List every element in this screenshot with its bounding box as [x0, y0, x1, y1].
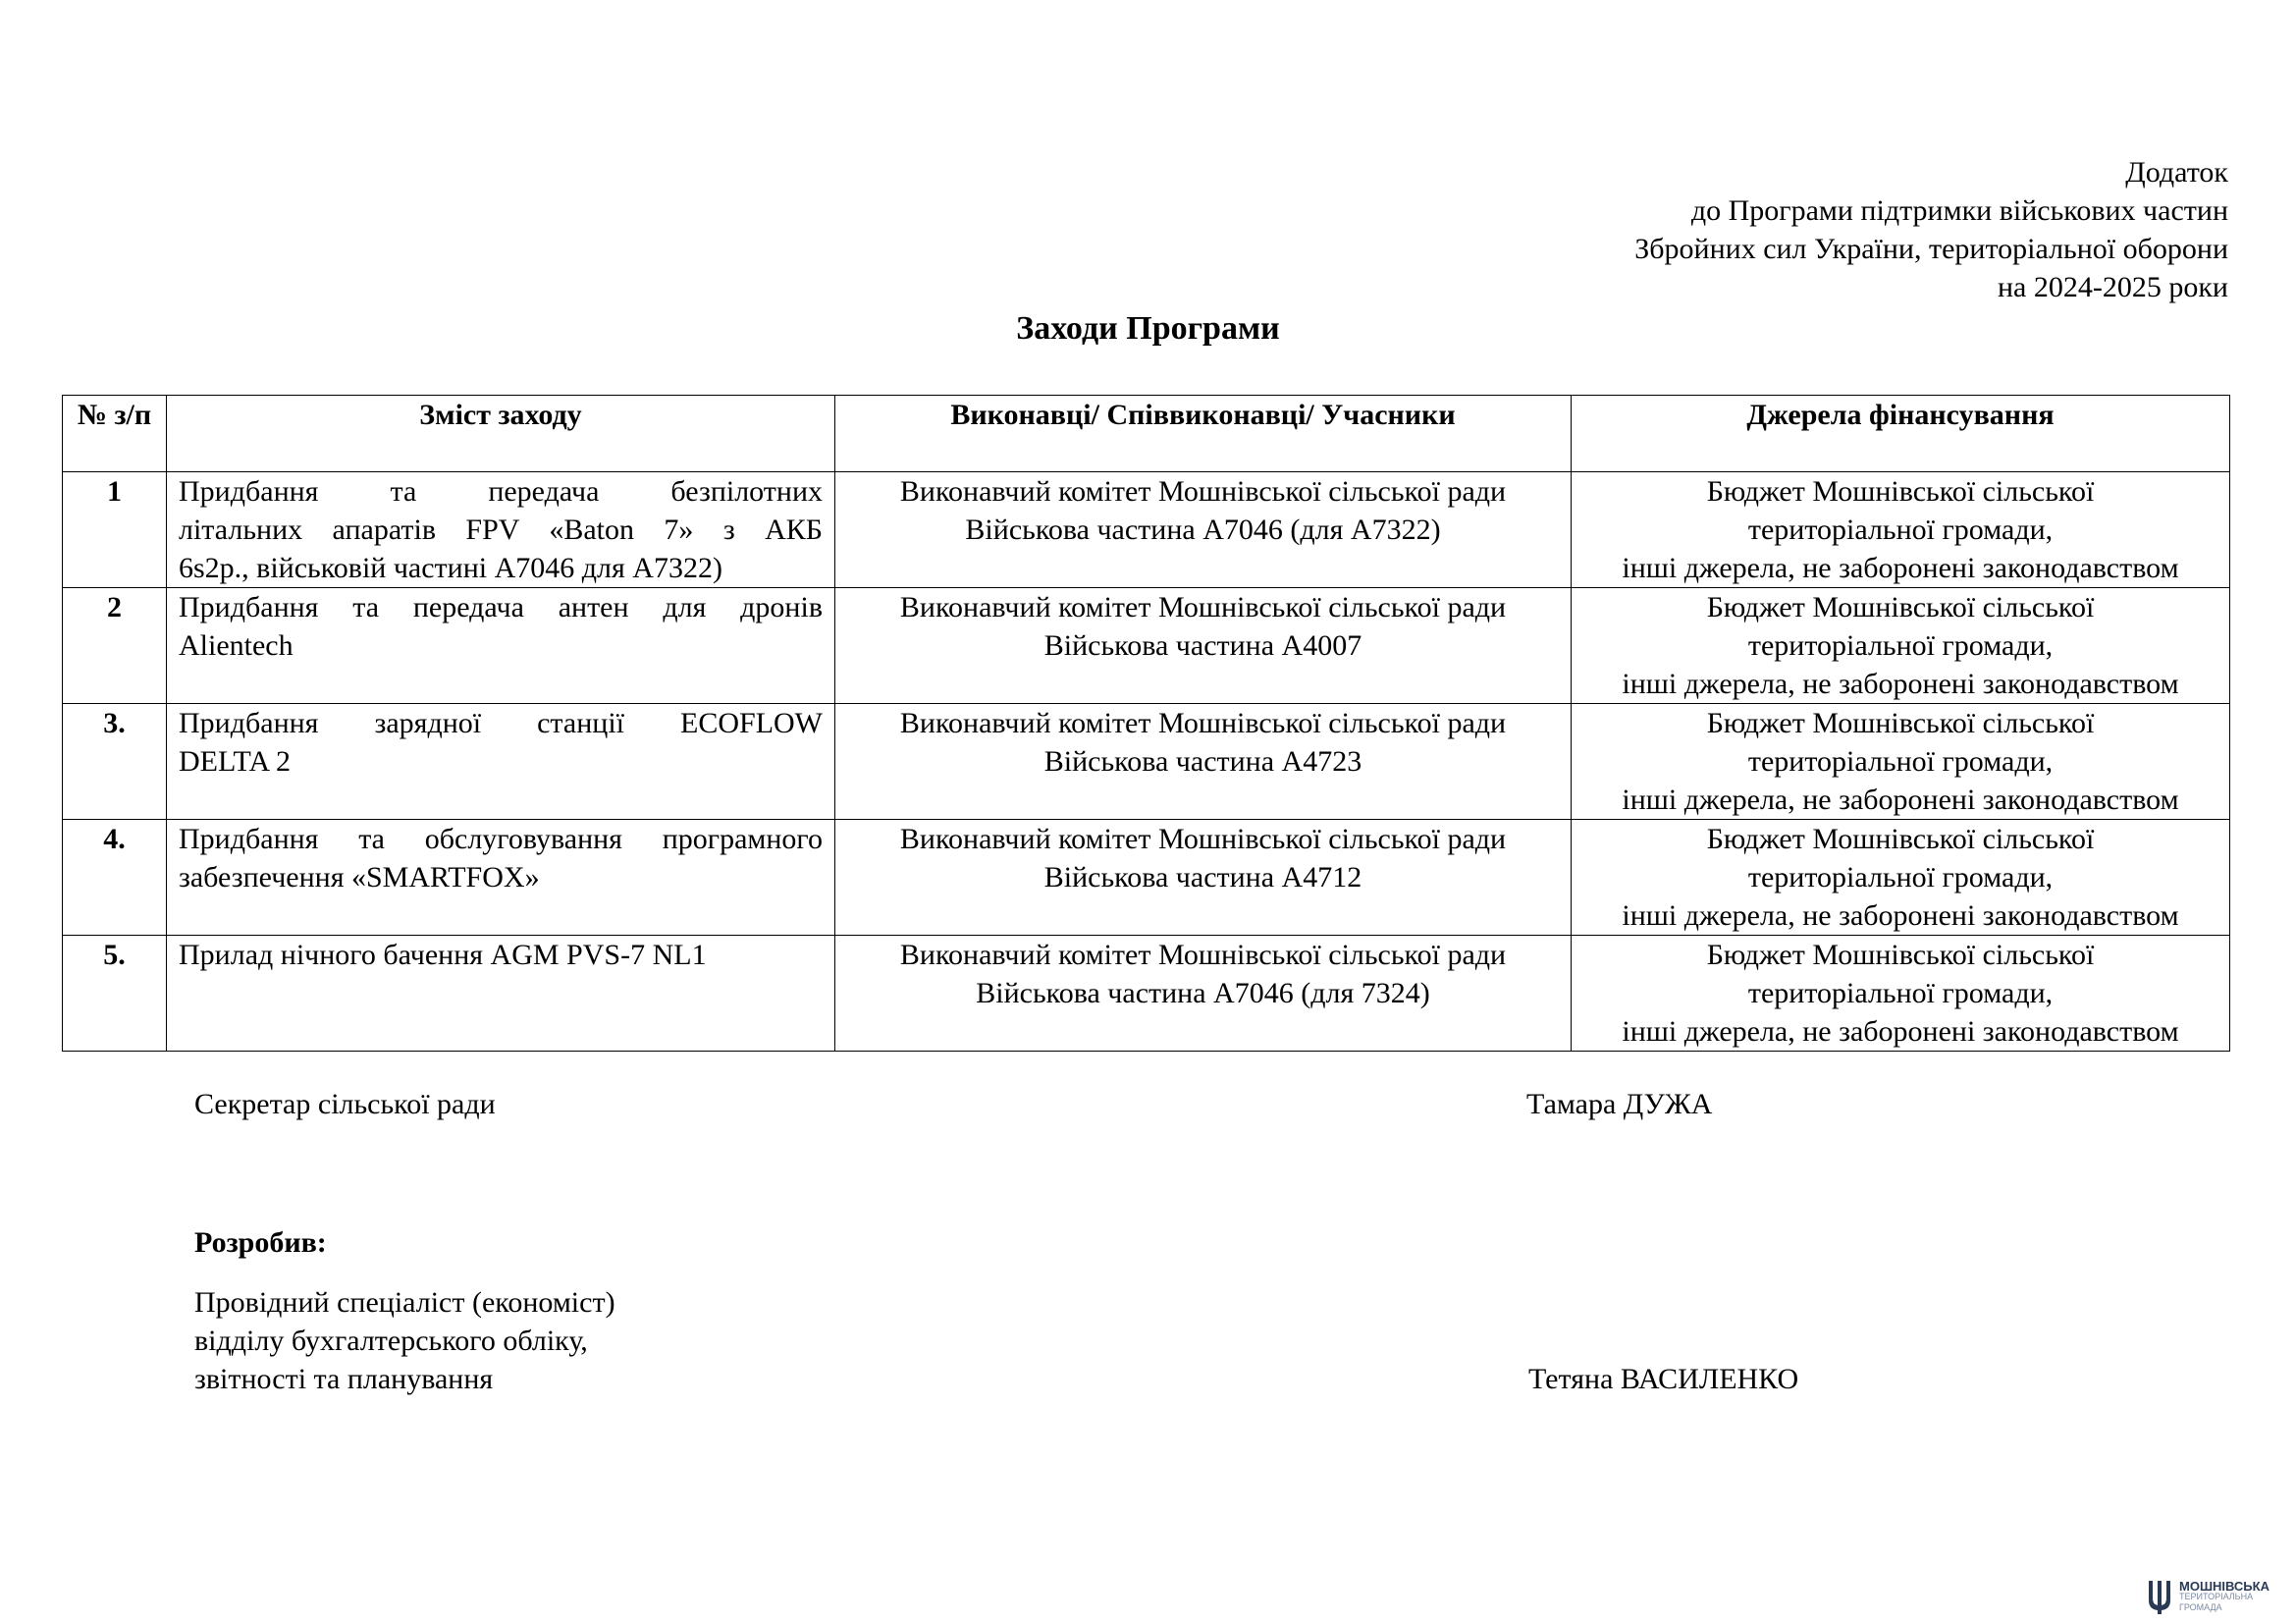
table-row	[63, 820, 2230, 936]
row-funding	[1572, 472, 2230, 588]
secretary-title: Секретар сільської ради	[194, 1088, 496, 1120]
row-number: 2	[63, 588, 167, 704]
logo-sub2: ГРОМАДА	[2179, 1601, 2222, 1612]
developer-title-line: звітності та планування	[194, 1363, 494, 1395]
secretary-name: Тамара ДУЖА	[1526, 1088, 1713, 1120]
developer-name: Тетяна ВАСИЛЕНКО	[1528, 1363, 1799, 1395]
table-row	[63, 936, 2230, 1052]
row-funding-line: Бюджет Мошнівської сільської	[1706, 591, 2095, 623]
row-content-line: забезпечення «SMARTFOX»	[179, 861, 540, 893]
row-funding	[1572, 704, 2230, 820]
row-number: 5.	[63, 936, 167, 1052]
row-funding-line: Бюджет Мошнівської сільської	[1706, 939, 2095, 971]
row-content-line: Придбання та передача безпілотних	[179, 475, 823, 508]
row-funding-line: інші джерела, не заборонені законодавством	[1622, 899, 2179, 932]
row-executor-line: Військова частина А7046 (для А7322)	[965, 514, 1441, 546]
row-number: 4.	[63, 820, 167, 936]
annex-line: Збройних сил України, територіальної оборони	[1634, 233, 2228, 265]
row-funding-line: територіальної громади,	[1747, 629, 2054, 662]
row-executors	[835, 472, 1572, 588]
row-content	[167, 472, 835, 588]
row-executor-line: Виконавчий комітет Мошнівської сільської ради	[899, 591, 1507, 623]
row-content	[167, 588, 835, 704]
header-num	[63, 396, 167, 472]
row-content-line: Придбання та передача антен для дронів	[179, 591, 823, 623]
row-content	[167, 704, 835, 820]
community-logo	[2146, 1577, 2269, 1616]
row-content-line: Alientech	[179, 629, 294, 662]
row-funding-line: інші джерела, не заборонені законодавством	[1622, 784, 2179, 816]
header-num-label: № з/п	[77, 399, 152, 431]
row-funding-line: інші джерела, не заборонені законодавством	[1622, 1015, 2179, 1048]
row-funding	[1572, 820, 2230, 936]
row-funding-line: інші джерела, не заборонені законодавством	[1622, 668, 2179, 700]
row-executors	[835, 588, 1572, 704]
row-funding-line: Бюджет Мошнівської сільської	[1706, 823, 2095, 855]
developer-title-line: Провідний спеціаліст (економіст)	[194, 1286, 615, 1319]
row-executor-line: Військова частина А4712	[1043, 861, 1362, 893]
row-content-line: Придбання та обслуговування програмного	[179, 823, 823, 855]
row-funding-line: Бюджет Мошнівської сільської	[1706, 475, 2095, 508]
row-funding-line: інші джерела, не заборонені законодавством	[1622, 552, 2179, 584]
row-executor-line: Військова частина А7046 (для 7324)	[976, 977, 1430, 1009]
row-executors	[835, 704, 1572, 820]
logo-sub1: ТЕРИТОРІАЛЬНА	[2179, 1591, 2254, 1601]
row-executor-line: Виконавчий комітет Мошнівської сільської ради	[899, 823, 1507, 855]
row-number: 1	[63, 472, 167, 588]
row-executor-line: Виконавчий комітет Мошнівської сільської ради	[899, 475, 1507, 508]
annex-line: до Програми підтримки військових частин	[1690, 194, 2228, 227]
row-content	[167, 936, 835, 1052]
row-content-line: 6s2р., військовій частині А7046 для А7322)	[179, 552, 722, 584]
row-executor-line: Виконавчий комітет Мошнівської сільської ради	[899, 939, 1507, 971]
table-header-row	[63, 396, 2230, 472]
row-content-line: літальних апаратів FPV «Baton 7» з АКБ	[179, 514, 823, 546]
row-executors	[835, 820, 1572, 936]
annex-line: Додаток	[2125, 156, 2228, 189]
row-funding-line: Бюджет Мошнівської сільської	[1706, 707, 2095, 739]
header-content: Зміст заходу	[167, 396, 835, 472]
row-funding	[1572, 936, 2230, 1052]
row-content-line: Придбання зарядної станції ECOFLOW	[179, 707, 823, 739]
row-executor-line: Військова частина А4723	[1043, 745, 1362, 778]
table-row	[63, 704, 2230, 820]
table-row	[63, 472, 2230, 588]
row-executor-line: Військова частина А4007	[1043, 629, 1362, 662]
developer-title	[194, 1283, 615, 1398]
row-funding-line: територіальної громади,	[1747, 514, 2054, 546]
developed-label: Розробив:	[194, 1226, 327, 1259]
row-content-line: DELTA 2	[179, 745, 291, 778]
measures-table	[62, 395, 2230, 1052]
row-funding-line: територіальної громади,	[1747, 861, 2054, 893]
logo-name: МОШНІВСЬКА	[2179, 1578, 2269, 1594]
row-funding	[1572, 588, 2230, 704]
row-executors	[835, 936, 1572, 1052]
row-content	[167, 820, 835, 936]
row-executor-line: Виконавчий комітет Мошнівської сільської ради	[899, 707, 1507, 739]
row-content-line: Прилад нічного бачення AGM PVS-7 NL1	[179, 939, 707, 971]
table-body	[63, 472, 2230, 1052]
annex-block	[1634, 153, 2228, 306]
developer-title-line: відділу бухгалтерського обліку,	[194, 1325, 588, 1357]
annex-line: на 2024-2025 роки	[1998, 271, 2228, 303]
trident-icon	[2146, 1577, 2173, 1616]
page-title: Заходи Програми	[1016, 310, 1280, 347]
header-funding: Джерела фінансування	[1572, 396, 2230, 472]
row-funding-line: територіальної громади,	[1747, 745, 2054, 778]
table-row	[63, 588, 2230, 704]
header-executors: Виконавці/ Співвиконавці/ Учасники	[835, 396, 1572, 472]
row-number: 3.	[63, 704, 167, 820]
row-funding-line: територіальної громади,	[1747, 977, 2054, 1009]
